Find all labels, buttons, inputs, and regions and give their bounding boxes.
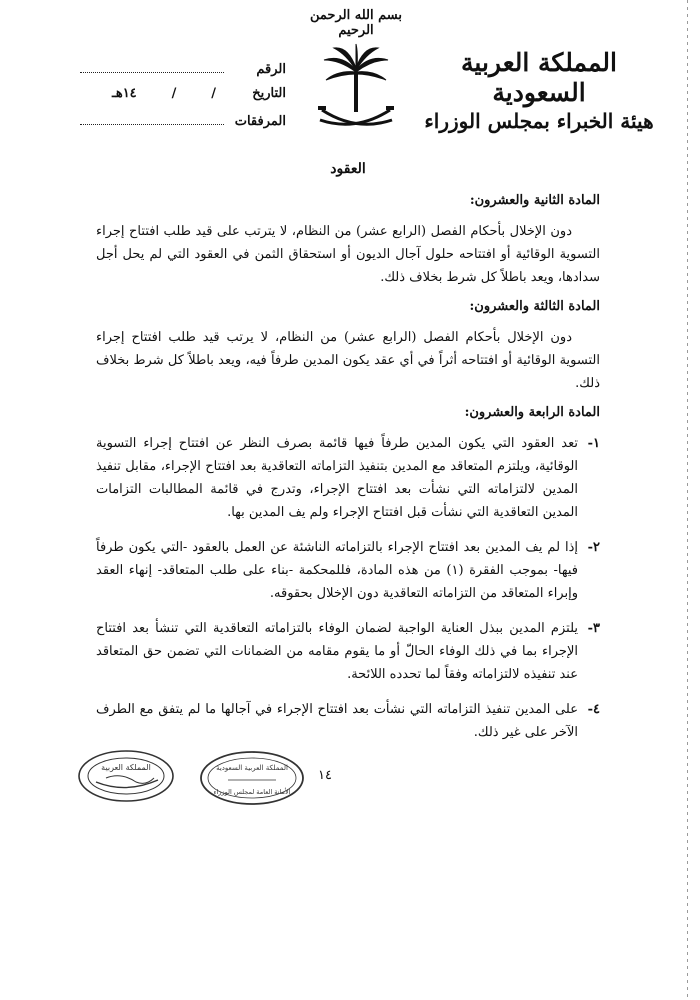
palm-and-swords-emblem-icon — [312, 40, 400, 140]
ref-line — [80, 60, 224, 73]
ref-label: الرقم — [256, 62, 286, 77]
date-sep-1: / — [211, 86, 216, 101]
kingdom-name: المملكة العربية السعودية — [461, 48, 617, 107]
article-23-heading: المادة الثالثة والعشرون: — [469, 299, 600, 314]
item-text: تعد العقود التي يكون المدين طرفاً فيها قائمة بصرف النظر عن افتتاح إجراء التسوية الوقائية، ويلتزم المتعاقد مع المدين بتنفيذ التزاماته التعاقدية بعد افتتاح الإجراء، مقابل تنفيذ المدين لالتزاماته التي نشأت بعد افتتاح الإجراء، وتدرج في قائمة المطالبات التزامات المدين التعاقدية التي نشأت قبل افتتاح الإجراء ولم يف المدين بها. — [96, 436, 578, 520]
article-24-item-4 — [96, 698, 600, 744]
svg-text:المملكة العربية: المملكة العربية — [101, 763, 151, 772]
date-label: التاريخ — [252, 86, 286, 101]
authority-name: هيئة الخبراء بمجلس الوزراء — [424, 109, 654, 133]
official-stamp-2 — [198, 750, 306, 806]
article-24-item-2 — [96, 536, 600, 605]
date-suffix: ١٤هـ — [112, 86, 137, 101]
bismillah: بسم الله الرحمن الرحيم — [310, 8, 402, 38]
article-23-text: دون الإخلال بأحكام الفصل (الرابع عشر) من النظام، لا يرتب قيد طلب افتتاح إجراء التسوية الوقائية أو افتتاحه أثراً في أي عقد يكون المدين طرفاً فيه، ويعد باطلاً كل شرط بخلاف ذلك. — [96, 330, 600, 391]
page-number: ١٤ — [318, 768, 332, 783]
article-24-item-1 — [96, 432, 600, 524]
article-22-heading: المادة الثانية والعشرون: — [469, 193, 600, 208]
attachments-row — [76, 112, 286, 138]
attachments-label: المرفقات — [234, 114, 286, 129]
official-stamp-1 — [76, 748, 176, 804]
reference-block — [76, 60, 286, 138]
attachments-line — [80, 112, 224, 125]
article-24-item-3 — [96, 617, 600, 686]
article-22-text: دون الإخلال بأحكام الفصل (الرابع عشر) من النظام، لا يترتب على قيد طلب افتتاح إجراء التسوية الوقائية أو افتتاحه حلول آجال الديون أو استحقاق الثمن في العقود التي لم يحل أجل سدادها، ويعد باطلاً كل شرط بخلاف ذلك. — [96, 224, 600, 285]
date-sep-2: / — [171, 86, 177, 101]
letterhead-title — [424, 48, 654, 134]
document-body — [96, 158, 600, 756]
date-field — [76, 86, 224, 101]
item-number: ٣- — [587, 621, 600, 636]
item-text: يلتزم المدين ببذل العناية الواجبة لضمان الوفاء بالتزاماته التعاقدية التي تنشأ بعد افتتاح الإجراء بما في ذلك الوفاء الحالّ أو ما يقوم مقامه من الضمانات التي تضمن حق المتعاقد عند تنفيذه لالتزاماته وفقاً لما تحدده اللائحة. — [96, 621, 578, 682]
item-number: ٤- — [587, 702, 600, 717]
item-number: ٢- — [587, 540, 600, 555]
item-number: ١- — [587, 436, 600, 451]
item-text: على المدين تنفيذ التزاماته التي نشأت بعد افتتاح الإجراء في آجالها ما لم يتفق مع الطرف الآخر على غير ذلك. — [96, 702, 578, 740]
document-title: العقود — [330, 161, 366, 177]
svg-text:المملكة العربية السعودية: المملكة العربية السعودية — [216, 764, 288, 772]
item-text: إذا لم يف المدين بعد افتتاح الإجراء بالتزاماته الناشئة عن العمل بالعقود -التي يكون طرفاً فيها- بموجب الفقرة (١) من هذه المادة، فللمحكمة -بناء على طلب المتعاقد- إنهاء العقد وإبراء المتعاقد من التزاماته التعاقدية دون الإخلال بحقوقه. — [96, 540, 578, 601]
svg-text:الأمانة العامة لمجلس الوزراء: الأمانة العامة لمجلس الوزراء — [213, 788, 291, 796]
scan-edge — [687, 0, 688, 1000]
date-row — [76, 86, 286, 112]
article-24-heading: المادة الرابعة والعشرون: — [464, 405, 600, 420]
ref-row — [76, 60, 286, 86]
